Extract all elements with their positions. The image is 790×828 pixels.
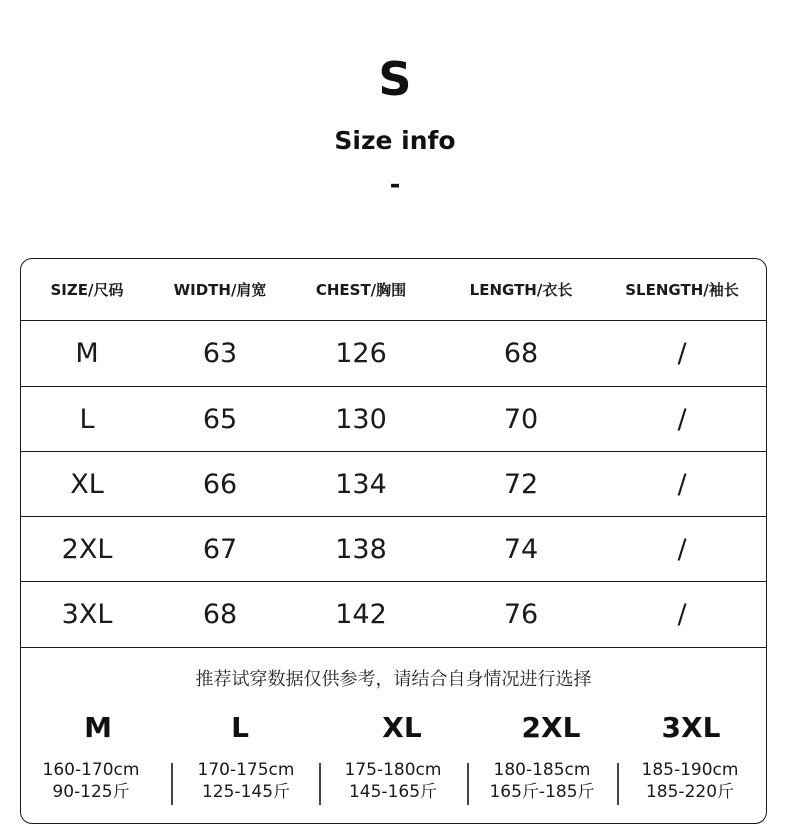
range-2xl [472, 759, 612, 803]
cell-size: M [75, 338, 99, 369]
cell-width: 68 [202, 599, 238, 630]
column-header-chest: CHEST/胸围 [315, 281, 407, 299]
column-header-size: SIZE/尺码 [50, 281, 124, 299]
cell-width: 63 [202, 338, 238, 369]
cell-sleeve-length: / [677, 533, 687, 565]
cell-chest: 130 [335, 403, 387, 435]
cell-length: 70 [503, 403, 539, 435]
weight-range: 90-125斤 [52, 782, 130, 802]
cell-chest: 142 [335, 599, 387, 630]
cell-size: 3XL [61, 599, 113, 630]
cell-size: L [79, 403, 95, 435]
height-range: 170-175cm [197, 760, 295, 780]
height-range: 160-170cm [42, 760, 140, 780]
table-row [21, 517, 766, 582]
recommended-size-3xl: 3XL [661, 710, 721, 744]
size-info-heading: Size info [334, 126, 456, 155]
recommendation-note: 推荐试穿数据仅供参考，请结合自身情况进行选择 [195, 669, 592, 690]
cell-sleeve-length: / [677, 403, 687, 435]
column-header-length: LENGTH/衣长 [469, 281, 573, 299]
cell-size: 2XL [61, 533, 113, 565]
weight-range: 145-165斤 [348, 782, 438, 802]
height-range: 175-180cm [344, 760, 442, 780]
table-row [21, 387, 766, 452]
recommended-size-2xl: 2XL [521, 710, 581, 744]
weight-range: 185-220斤 [645, 782, 735, 802]
cell-length: 74 [503, 533, 539, 565]
size-chart-card [20, 258, 767, 824]
cell-chest: 134 [335, 468, 387, 500]
cell-width: 65 [202, 403, 238, 435]
range-xl [323, 759, 463, 803]
cell-sleeve-length: / [677, 599, 687, 630]
column-header-width: WIDTH/肩宽 [173, 281, 267, 299]
table-header-row [21, 259, 766, 321]
range-m [21, 759, 161, 803]
cell-chest: 138 [335, 533, 387, 565]
recommended-size-m: M [84, 710, 112, 744]
cell-width: 67 [202, 533, 238, 565]
table-row [21, 321, 766, 387]
weight-range: 165斤-185斤 [489, 782, 595, 802]
range-divider [319, 763, 321, 805]
table-row [21, 582, 766, 648]
cell-width: 66 [202, 468, 238, 500]
range-l [176, 759, 316, 803]
column-header-sleeve-length: SLENGTH/袖长 [625, 281, 739, 299]
recommended-size-xl: XL [382, 710, 422, 744]
size-title: S [378, 52, 412, 106]
table-row [21, 452, 766, 517]
cell-chest: 126 [335, 338, 387, 369]
range-3xl [620, 759, 760, 803]
cell-sleeve-length: / [677, 468, 687, 500]
height-range: 185-190cm [641, 760, 739, 780]
cell-length: 76 [503, 599, 539, 630]
recommended-size-l: L [231, 710, 249, 744]
cell-length: 72 [503, 468, 539, 500]
range-divider [467, 763, 469, 805]
range-divider [171, 763, 173, 805]
weight-range: 125-145斤 [201, 782, 291, 802]
cell-size: XL [70, 468, 104, 500]
height-range: 180-185cm [493, 760, 591, 780]
cell-length: 68 [503, 338, 539, 369]
heading-dash: - [389, 170, 401, 200]
range-divider [617, 763, 619, 805]
cell-sleeve-length: / [677, 338, 687, 369]
